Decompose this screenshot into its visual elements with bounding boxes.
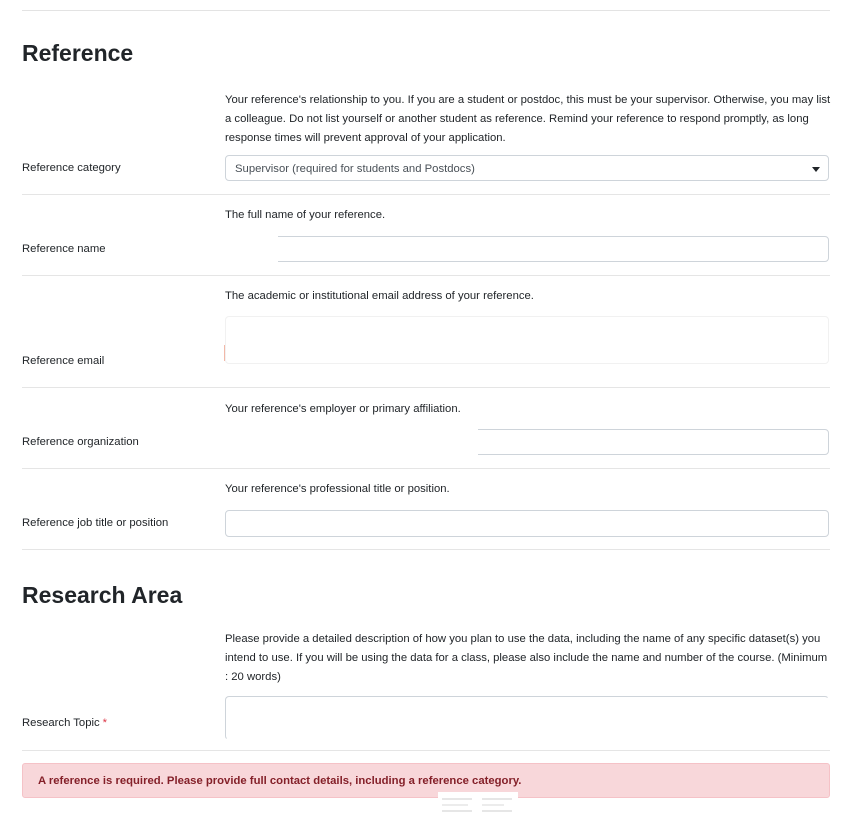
reference-email-label: Reference email bbox=[22, 355, 105, 367]
invalid-field-marker bbox=[224, 345, 225, 361]
row-divider bbox=[22, 549, 830, 550]
row-divider bbox=[22, 387, 830, 388]
research-topic-help: Please provide a detailed description of how you plan to use the data, including the name of any specific dataset(s) you intend to use. If you will be using the data for a class, please also include the name and number of the course. (Minimum : 20 words) bbox=[225, 633, 828, 683]
reference-name-help: The full name of your reference. bbox=[225, 209, 386, 221]
section-title-research-area: Research Area bbox=[22, 582, 183, 608]
row-divider bbox=[22, 468, 830, 469]
research-topic-label-text: Research Topic bbox=[22, 717, 100, 729]
research-topic-textarea[interactable] bbox=[225, 696, 829, 740]
reference-category-select[interactable] bbox=[225, 155, 829, 181]
research-topic-label bbox=[22, 717, 107, 729]
reference-name-input[interactable] bbox=[225, 236, 829, 262]
top-divider bbox=[22, 10, 830, 11]
reference-email-help: The academic or institutional email address of your reference. bbox=[225, 290, 534, 302]
reference-job-title-input[interactable] bbox=[225, 510, 829, 537]
redaction-patch bbox=[222, 234, 278, 265]
reference-organization-help: Your reference's employer or primary affiliation. bbox=[225, 403, 461, 415]
reference-job-title-label: Reference job title or position bbox=[22, 517, 169, 529]
reference-job-title-help: Your reference's professional title or position. bbox=[225, 483, 450, 495]
reference-organization-label: Reference organization bbox=[22, 436, 139, 448]
reference-category-label: Reference category bbox=[22, 162, 121, 174]
section-title-reference: Reference bbox=[22, 40, 134, 66]
reference-category-help: Your reference's relationship to you. If you are a student or postdoc, this must be your supervisor. Otherwise, you may list a colleague. Do not list yourself or another student as reference. Remind your reference to respond promptly, as long response times will prevent approval of your application. bbox=[225, 94, 831, 144]
required-asterisk: * bbox=[102, 717, 108, 729]
row-divider bbox=[22, 750, 830, 751]
row-divider bbox=[22, 275, 830, 276]
error-alert: A reference is required. Please provide full contact details, including a reference category. bbox=[22, 763, 830, 798]
reference-category-selected-value: Supervisor (required for students and Postdocs) bbox=[235, 163, 475, 175]
redaction-patch bbox=[222, 427, 478, 458]
chevron-down-icon bbox=[812, 167, 820, 172]
row-divider bbox=[22, 194, 830, 195]
reference-email-input[interactable] bbox=[225, 316, 829, 364]
reference-name-label: Reference name bbox=[22, 243, 106, 255]
thumbnail-preview bbox=[438, 792, 518, 822]
